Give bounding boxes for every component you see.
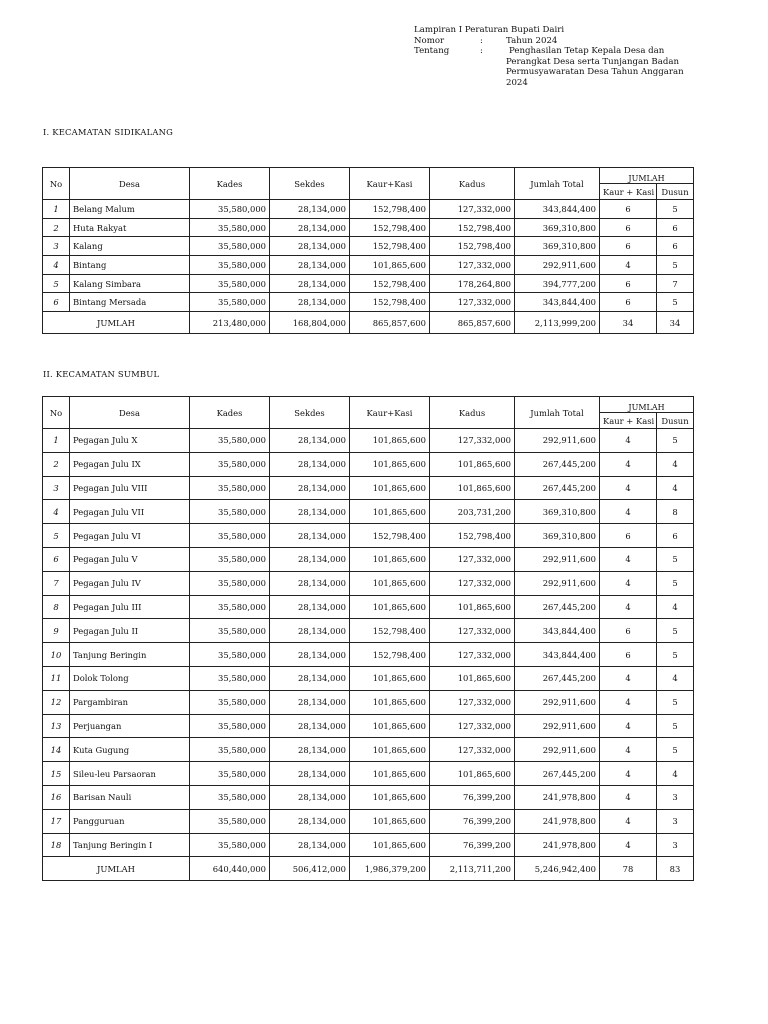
row-kaur-kasi: 152,798,400 <box>350 218 430 237</box>
table-total-row <box>43 312 694 334</box>
row-dusun: 6 <box>657 524 694 548</box>
table-row <box>43 547 694 571</box>
row-sekdes: 28,134,000 <box>270 643 350 667</box>
table-row <box>43 809 694 833</box>
table-row <box>43 833 694 857</box>
table-row <box>43 218 694 237</box>
row-kadus: 101,865,600 <box>430 595 515 619</box>
total-dusun: 83 <box>657 857 694 881</box>
total-sekdes: 168,804,000 <box>270 312 350 334</box>
row-desa: Tanjung Beringin I <box>70 833 190 857</box>
row-kades: 35,580,000 <box>190 714 270 738</box>
row-no: 4 <box>43 500 70 524</box>
row-jumlah-total: 343,844,400 <box>515 293 600 312</box>
row-no: 3 <box>43 476 70 500</box>
row-jumlah-total: 292,911,600 <box>515 429 600 453</box>
row-sekdes: 28,134,000 <box>270 200 350 219</box>
table-total-row <box>43 857 694 881</box>
row-sekdes: 28,134,000 <box>270 738 350 762</box>
tentang-colon: : <box>480 46 483 56</box>
row-sekdes: 28,134,000 <box>270 218 350 237</box>
table-row <box>43 619 694 643</box>
row-jumlah-total: 292,911,600 <box>515 256 600 275</box>
table-row <box>43 785 694 809</box>
row-kaur-kasi: 101,865,600 <box>350 429 430 453</box>
row-kaur-kasi-count: 4 <box>600 809 657 833</box>
row-kades: 35,580,000 <box>190 429 270 453</box>
row-kaur-kasi: 152,798,400 <box>350 293 430 312</box>
row-sekdes: 28,134,000 <box>270 833 350 857</box>
row-kades: 35,580,000 <box>190 293 270 312</box>
row-kades: 35,580,000 <box>190 666 270 690</box>
row-no: 3 <box>43 237 70 256</box>
row-kaur-kasi: 101,865,600 <box>350 785 430 809</box>
tentang-line: Perangkat Desa serta Tunjangan Badan <box>506 56 680 67</box>
row-jumlah-total: 267,445,200 <box>515 666 600 690</box>
row-desa: Pegagan Julu X <box>70 429 190 453</box>
row-sekdes: 28,134,000 <box>270 714 350 738</box>
row-sekdes: 28,134,000 <box>270 429 350 453</box>
row-kaur-kasi-count: 4 <box>600 595 657 619</box>
row-desa: Pangguruan <box>70 809 190 833</box>
table-row <box>43 452 694 476</box>
row-kaur-kasi-count: 4 <box>600 476 657 500</box>
row-sekdes: 28,134,000 <box>270 571 350 595</box>
row-jumlah-total: 369,310,800 <box>515 524 600 548</box>
row-kadus: 178,264,800 <box>430 274 515 293</box>
row-sekdes: 28,134,000 <box>270 237 350 256</box>
row-jumlah-total: 267,445,200 <box>515 595 600 619</box>
row-dusun: 3 <box>657 833 694 857</box>
row-kades: 35,580,000 <box>190 547 270 571</box>
row-kades: 35,580,000 <box>190 500 270 524</box>
row-kadus: 76,399,200 <box>430 809 515 833</box>
row-dusun: 5 <box>657 643 694 667</box>
row-jumlah-total: 292,911,600 <box>515 714 600 738</box>
row-kades: 35,580,000 <box>190 785 270 809</box>
row-kades: 35,580,000 <box>190 738 270 762</box>
row-kadus: 127,332,000 <box>430 429 515 453</box>
row-kaur-kasi: 101,865,600 <box>350 762 430 786</box>
table-header-row <box>43 397 694 413</box>
row-kaur-kasi: 101,865,600 <box>350 547 430 571</box>
row-kaur-kasi: 101,865,600 <box>350 714 430 738</box>
total-kades: 213,480,000 <box>190 312 270 334</box>
row-kades: 35,580,000 <box>190 643 270 667</box>
row-kaur-kasi: 152,798,400 <box>350 524 430 548</box>
row-kades: 35,580,000 <box>190 595 270 619</box>
table-row <box>43 237 694 256</box>
row-kades: 35,580,000 <box>190 256 270 275</box>
row-no: 17 <box>43 809 70 833</box>
row-sekdes: 28,134,000 <box>270 524 350 548</box>
tentang-line: Permusyawaratan Desa Tahun Anggaran <box>506 67 684 77</box>
nomor-value: Tahun 2024 <box>506 35 558 46</box>
row-jumlah-total: 292,911,600 <box>515 547 600 571</box>
row-kades: 35,580,000 <box>190 833 270 857</box>
row-dusun: 6 <box>657 237 694 256</box>
header-kadus: Kadus <box>430 397 515 429</box>
row-jumlah-total: 369,310,800 <box>515 237 600 256</box>
row-no: 2 <box>43 452 70 476</box>
row-desa: Belang Malum <box>70 200 190 219</box>
document-header <box>414 25 714 88</box>
total-kaur-kasi: 865,857,600 <box>350 312 430 334</box>
row-kadus: 152,798,400 <box>430 524 515 548</box>
table-row <box>43 762 694 786</box>
header-title: Lampiran I Peraturan Bupati Dairi <box>414 25 565 35</box>
table-sidikalang <box>42 167 694 334</box>
row-kades: 35,580,000 <box>190 690 270 714</box>
row-desa: Kuta Gugung <box>70 738 190 762</box>
header-no: No <box>43 168 70 200</box>
header-tentang-row <box>414 46 714 88</box>
row-jumlah-total: 343,844,400 <box>515 619 600 643</box>
row-kaur-kasi-count: 4 <box>600 714 657 738</box>
table-row <box>43 571 694 595</box>
row-sekdes: 28,134,000 <box>270 666 350 690</box>
total-kades: 640,440,000 <box>190 857 270 881</box>
row-no: 12 <box>43 690 70 714</box>
total-kadus: 865,857,600 <box>430 312 515 334</box>
row-dusun: 4 <box>657 762 694 786</box>
row-kades: 35,580,000 <box>190 619 270 643</box>
table-row <box>43 595 694 619</box>
row-kaur-kasi-count: 6 <box>600 524 657 548</box>
row-jumlah-total: 267,445,200 <box>515 452 600 476</box>
row-dusun: 3 <box>657 809 694 833</box>
row-no: 2 <box>43 218 70 237</box>
row-sekdes: 28,134,000 <box>270 547 350 571</box>
row-kaur-kasi-count: 4 <box>600 833 657 857</box>
row-desa: Bintang Mersada <box>70 293 190 312</box>
table-header-row <box>43 168 694 184</box>
row-desa: Pegagan Julu II <box>70 619 190 643</box>
table-row <box>43 643 694 667</box>
row-dusun: 5 <box>657 256 694 275</box>
row-kaur-kasi-count: 6 <box>600 237 657 256</box>
row-kaur-kasi: 152,798,400 <box>350 200 430 219</box>
row-desa: Pegagan Julu III <box>70 595 190 619</box>
row-kaur-kasi: 101,865,600 <box>350 809 430 833</box>
header-desa: Desa <box>70 397 190 429</box>
row-no: 1 <box>43 200 70 219</box>
row-no: 7 <box>43 571 70 595</box>
header-kaur-kasi-count: Kaur + Kasi <box>600 184 657 200</box>
row-dusun: 5 <box>657 714 694 738</box>
row-desa: Pegagan Julu VII <box>70 500 190 524</box>
row-kaur-kasi-count: 4 <box>600 738 657 762</box>
row-desa: Dolok Tolong <box>70 666 190 690</box>
total-kaur-kasi-count: 34 <box>600 312 657 334</box>
row-kaur-kasi-count: 4 <box>600 785 657 809</box>
row-kades: 35,580,000 <box>190 524 270 548</box>
tentang-line: 2024 <box>506 77 528 88</box>
row-no: 10 <box>43 643 70 667</box>
row-kadus: 76,399,200 <box>430 833 515 857</box>
row-no: 8 <box>43 595 70 619</box>
row-sekdes: 28,134,000 <box>270 809 350 833</box>
row-dusun: 4 <box>657 666 694 690</box>
row-kadus: 127,332,000 <box>430 293 515 312</box>
row-jumlah-total: 394,777,200 <box>515 274 600 293</box>
header-sekdes: Sekdes <box>270 397 350 429</box>
header-jumlah-total: Jumlah Total <box>515 168 600 200</box>
row-sekdes: 28,134,000 <box>270 619 350 643</box>
row-jumlah-total: 241,978,800 <box>515 785 600 809</box>
header-jumlah-total: Jumlah Total <box>515 397 600 429</box>
row-sekdes: 28,134,000 <box>270 274 350 293</box>
total-label: JUMLAH <box>43 857 190 881</box>
row-dusun: 5 <box>657 293 694 312</box>
row-kaur-kasi: 101,865,600 <box>350 595 430 619</box>
row-sekdes: 28,134,000 <box>270 762 350 786</box>
row-desa: Tanjung Beringin <box>70 643 190 667</box>
header-no: No <box>43 397 70 429</box>
row-jumlah-total: 241,978,800 <box>515 833 600 857</box>
row-kades: 35,580,000 <box>190 274 270 293</box>
row-kaur-kasi-count: 6 <box>600 619 657 643</box>
row-dusun: 4 <box>657 595 694 619</box>
row-desa: Bintang <box>70 256 190 275</box>
row-no: 6 <box>43 293 70 312</box>
row-kaur-kasi-count: 4 <box>600 666 657 690</box>
row-sekdes: 28,134,000 <box>270 293 350 312</box>
row-kadus: 101,865,600 <box>430 762 515 786</box>
row-kadus: 127,332,000 <box>430 256 515 275</box>
table-row <box>43 293 694 312</box>
row-kaur-kasi: 101,865,600 <box>350 666 430 690</box>
header-kades: Kades <box>190 168 270 200</box>
header-jumlah-group: JUMLAH <box>600 168 694 184</box>
row-kadus: 127,332,000 <box>430 547 515 571</box>
row-jumlah-total: 343,844,400 <box>515 643 600 667</box>
row-jumlah-total: 241,978,800 <box>515 809 600 833</box>
row-kaur-kasi-count: 4 <box>600 429 657 453</box>
row-kaur-kasi-count: 4 <box>600 256 657 275</box>
row-desa: Perjuangan <box>70 714 190 738</box>
row-no: 15 <box>43 762 70 786</box>
row-dusun: 7 <box>657 274 694 293</box>
row-no: 5 <box>43 524 70 548</box>
row-kadus: 127,332,000 <box>430 690 515 714</box>
row-jumlah-total: 369,310,800 <box>515 218 600 237</box>
row-kades: 35,580,000 <box>190 476 270 500</box>
nomor-colon: : <box>480 35 483 46</box>
row-kadus: 127,332,000 <box>430 619 515 643</box>
row-kades: 35,580,000 <box>190 809 270 833</box>
row-desa: Pegagan Julu V <box>70 547 190 571</box>
row-dusun: 4 <box>657 476 694 500</box>
table-row <box>43 200 694 219</box>
row-kaur-kasi: 152,798,400 <box>350 643 430 667</box>
row-kadus: 152,798,400 <box>430 237 515 256</box>
row-kadus: 127,332,000 <box>430 571 515 595</box>
header-kaur-kasi-count: Kaur + Kasi <box>600 413 657 429</box>
row-no: 1 <box>43 429 70 453</box>
total-kaur-kasi: 1,986,379,200 <box>350 857 430 881</box>
row-kaur-kasi: 152,798,400 <box>350 274 430 293</box>
row-kaur-kasi-count: 4 <box>600 571 657 595</box>
row-kades: 35,580,000 <box>190 218 270 237</box>
total-label: JUMLAH <box>43 312 190 334</box>
row-desa: Pegagan Julu IV <box>70 571 190 595</box>
row-kaur-kasi-count: 6 <box>600 293 657 312</box>
row-dusun: 5 <box>657 571 694 595</box>
table-sumbul <box>42 396 694 881</box>
row-dusun: 5 <box>657 690 694 714</box>
row-kadus: 101,865,600 <box>430 452 515 476</box>
row-kadus: 127,332,000 <box>430 714 515 738</box>
total-dusun: 34 <box>657 312 694 334</box>
row-kades: 35,580,000 <box>190 452 270 476</box>
header-kaur-kasi: Kaur+Kasi <box>350 397 430 429</box>
section-title-sumbul: II. KECAMATAN SUMBUL <box>43 369 160 379</box>
section-title-sidikalang: I. KECAMATAN SIDIKALANG <box>43 127 174 137</box>
total-kaur-kasi-count: 78 <box>600 857 657 881</box>
row-kaur-kasi: 101,865,600 <box>350 476 430 500</box>
row-jumlah-total: 292,911,600 <box>515 690 600 714</box>
row-kaur-kasi: 152,798,400 <box>350 619 430 643</box>
row-jumlah-total: 292,911,600 <box>515 571 600 595</box>
row-kaur-kasi-count: 6 <box>600 218 657 237</box>
table-row <box>43 256 694 275</box>
row-jumlah-total: 369,310,800 <box>515 500 600 524</box>
row-kaur-kasi: 101,865,600 <box>350 500 430 524</box>
row-kaur-kasi: 101,865,600 <box>350 833 430 857</box>
row-kaur-kasi: 101,865,600 <box>350 690 430 714</box>
row-sekdes: 28,134,000 <box>270 690 350 714</box>
row-kaur-kasi-count: 6 <box>600 200 657 219</box>
row-desa: Pargambiran <box>70 690 190 714</box>
row-desa: Barisan Nauli <box>70 785 190 809</box>
row-sekdes: 28,134,000 <box>270 256 350 275</box>
row-kaur-kasi: 101,865,600 <box>350 452 430 476</box>
row-kadus: 127,332,000 <box>430 200 515 219</box>
total-jumlah: 2,113,999,200 <box>515 312 600 334</box>
row-kades: 35,580,000 <box>190 762 270 786</box>
header-nomor-row <box>414 36 714 47</box>
total-jumlah: 5,246,942,400 <box>515 857 600 881</box>
header-desa: Desa <box>70 168 190 200</box>
row-no: 13 <box>43 714 70 738</box>
row-sekdes: 28,134,000 <box>270 595 350 619</box>
row-dusun: 5 <box>657 547 694 571</box>
row-sekdes: 28,134,000 <box>270 476 350 500</box>
row-jumlah-total: 267,445,200 <box>515 762 600 786</box>
row-kades: 35,580,000 <box>190 237 270 256</box>
row-no: 14 <box>43 738 70 762</box>
row-desa: Huta Rakyat <box>70 218 190 237</box>
row-no: 16 <box>43 785 70 809</box>
table-row <box>43 524 694 548</box>
row-sekdes: 28,134,000 <box>270 452 350 476</box>
tentang-value <box>506 46 714 88</box>
row-kaur-kasi-count: 6 <box>600 274 657 293</box>
row-desa: Pegagan Julu VIII <box>70 476 190 500</box>
row-no: 11 <box>43 666 70 690</box>
nomor-label: Nomor <box>414 35 445 46</box>
tentang-line: Penghasilan Tetap Kepala Desa dan <box>509 46 665 56</box>
row-kaur-kasi-count: 6 <box>600 643 657 667</box>
total-sekdes: 506,412,000 <box>270 857 350 881</box>
row-dusun: 8 <box>657 500 694 524</box>
header-kades: Kades <box>190 397 270 429</box>
row-no: 9 <box>43 619 70 643</box>
table-row <box>43 500 694 524</box>
table-row <box>43 476 694 500</box>
row-sekdes: 28,134,000 <box>270 500 350 524</box>
row-kadus: 101,865,600 <box>430 666 515 690</box>
row-desa: Pegagan Julu VI <box>70 524 190 548</box>
table-row <box>43 714 694 738</box>
row-kaur-kasi: 101,865,600 <box>350 571 430 595</box>
row-desa: Kalang <box>70 237 190 256</box>
row-jumlah-total: 267,445,200 <box>515 476 600 500</box>
row-kadus: 127,332,000 <box>430 643 515 667</box>
row-kaur-kasi-count: 4 <box>600 690 657 714</box>
row-no: 18 <box>43 833 70 857</box>
header-dusun: Dusun <box>657 184 694 200</box>
table-row <box>43 738 694 762</box>
row-no: 5 <box>43 274 70 293</box>
row-kades: 35,580,000 <box>190 571 270 595</box>
header-kaur-kasi: Kaur+Kasi <box>350 168 430 200</box>
table-row <box>43 274 694 293</box>
row-kadus: 152,798,400 <box>430 218 515 237</box>
total-kadus: 2,113,711,200 <box>430 857 515 881</box>
row-kadus: 127,332,000 <box>430 738 515 762</box>
row-kaur-kasi-count: 4 <box>600 452 657 476</box>
row-dusun: 5 <box>657 200 694 219</box>
row-no: 4 <box>43 256 70 275</box>
row-jumlah-total: 343,844,400 <box>515 200 600 219</box>
row-dusun: 5 <box>657 619 694 643</box>
row-kaur-kasi: 152,798,400 <box>350 237 430 256</box>
tentang-label: Tentang <box>414 46 450 56</box>
row-kades: 35,580,000 <box>190 200 270 219</box>
row-dusun: 6 <box>657 218 694 237</box>
header-jumlah-group: JUMLAH <box>600 397 694 413</box>
row-desa: Kalang Simbara <box>70 274 190 293</box>
row-dusun: 5 <box>657 429 694 453</box>
row-kaur-kasi: 101,865,600 <box>350 738 430 762</box>
row-kadus: 76,399,200 <box>430 785 515 809</box>
row-kaur-kasi-count: 4 <box>600 547 657 571</box>
row-sekdes: 28,134,000 <box>270 785 350 809</box>
row-kaur-kasi: 101,865,600 <box>350 256 430 275</box>
row-dusun: 4 <box>657 452 694 476</box>
row-desa: Sileu-leu Parsaoran <box>70 762 190 786</box>
row-kadus: 203,731,200 <box>430 500 515 524</box>
row-kaur-kasi-count: 4 <box>600 762 657 786</box>
table-row <box>43 666 694 690</box>
header-sekdes: Sekdes <box>270 168 350 200</box>
row-jumlah-total: 292,911,600 <box>515 738 600 762</box>
table-row <box>43 429 694 453</box>
header-kadus: Kadus <box>430 168 515 200</box>
row-no: 6 <box>43 547 70 571</box>
table-row <box>43 690 694 714</box>
row-kaur-kasi-count: 4 <box>600 500 657 524</box>
row-dusun: 5 <box>657 738 694 762</box>
header-dusun: Dusun <box>657 413 694 429</box>
row-desa: Pegagan Julu IX <box>70 452 190 476</box>
row-kadus: 101,865,600 <box>430 476 515 500</box>
row-dusun: 3 <box>657 785 694 809</box>
